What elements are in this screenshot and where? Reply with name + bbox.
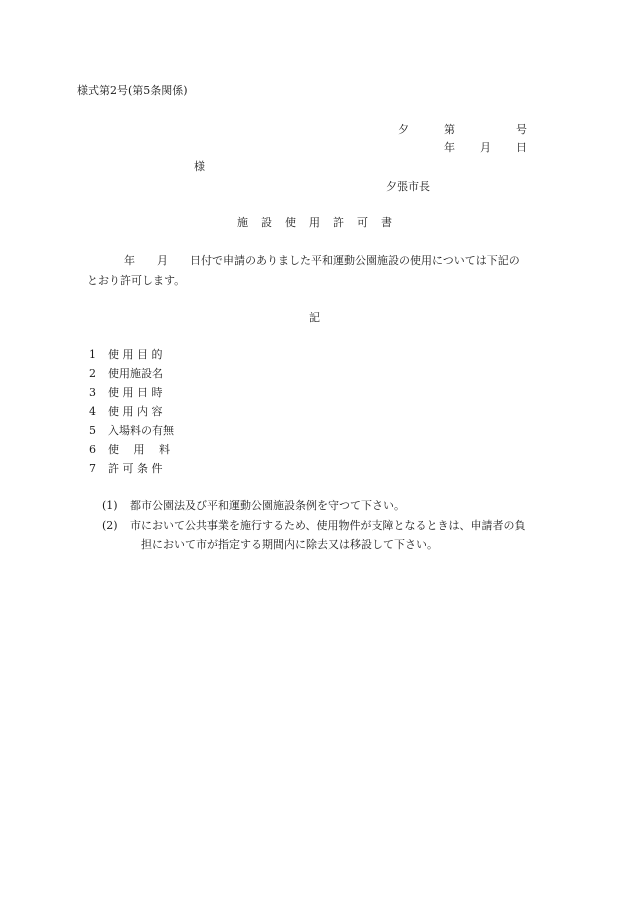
title-char: 許	[333, 216, 344, 229]
issuer: 夕張市長	[386, 180, 430, 193]
condition-number: (1)	[102, 499, 118, 512]
item-number: 1	[89, 348, 96, 361]
reference-prefix: 夕	[398, 123, 409, 136]
list-item	[89, 386, 188, 405]
document-title	[237, 216, 405, 229]
date-month: 月	[480, 141, 491, 154]
item-label: 使用施設名	[108, 367, 163, 380]
list-item	[89, 424, 188, 443]
condition-text: 市において公共事業を施行するため、使用物件が支障となるときは、申請者の負	[130, 519, 526, 532]
item-label: 入場料の有無	[108, 424, 174, 437]
item-label: 使 用 日 時	[108, 386, 163, 399]
reference-go: 号	[516, 123, 527, 136]
body-text-line-2: とおり許可します。	[87, 274, 186, 287]
title-char: 設	[261, 216, 272, 229]
condition-1	[102, 499, 405, 512]
addressee-suffix: 様	[194, 160, 205, 173]
list-item	[89, 348, 188, 367]
body-text-line-1: 年 月 日付で申請のありました平和運動公園施設の使用については下記の	[124, 254, 520, 267]
list-item	[89, 367, 188, 386]
condition-2-continuation: 担において市が指定する期間内に除去又は移設して下さい。	[141, 538, 438, 551]
condition-2	[102, 519, 526, 532]
condition-text: 都市公園法及び平和運動公園施設条例を守つて下さい。	[130, 499, 405, 512]
item-number: 4	[89, 405, 96, 418]
reference-dai: 第	[444, 123, 455, 136]
item-number: 3	[89, 386, 96, 399]
item-label: 許 可 条 件	[108, 462, 163, 475]
list-item	[89, 462, 188, 481]
item-label: 使 用 目 的	[108, 348, 163, 361]
item-label: 使 用 料	[108, 443, 170, 456]
title-char: 可	[357, 216, 368, 229]
condition-number: (2)	[102, 519, 118, 532]
item-number: 7	[89, 462, 96, 475]
list-item	[89, 405, 188, 424]
item-label: 使 用 内 容	[108, 405, 163, 418]
item-number: 5	[89, 424, 96, 437]
form-label: 様式第2号(第5条関係)	[77, 84, 188, 97]
ki-heading: 記	[309, 311, 320, 324]
item-number: 6	[89, 443, 96, 456]
title-char: 使	[285, 216, 296, 229]
list-item	[89, 443, 188, 462]
date-year: 年	[444, 141, 455, 154]
items-list	[89, 348, 188, 481]
title-char: 用	[309, 216, 320, 229]
item-number: 2	[89, 367, 96, 380]
date-day: 日	[516, 141, 527, 154]
title-char: 施	[237, 216, 248, 229]
title-char: 書	[381, 216, 392, 229]
